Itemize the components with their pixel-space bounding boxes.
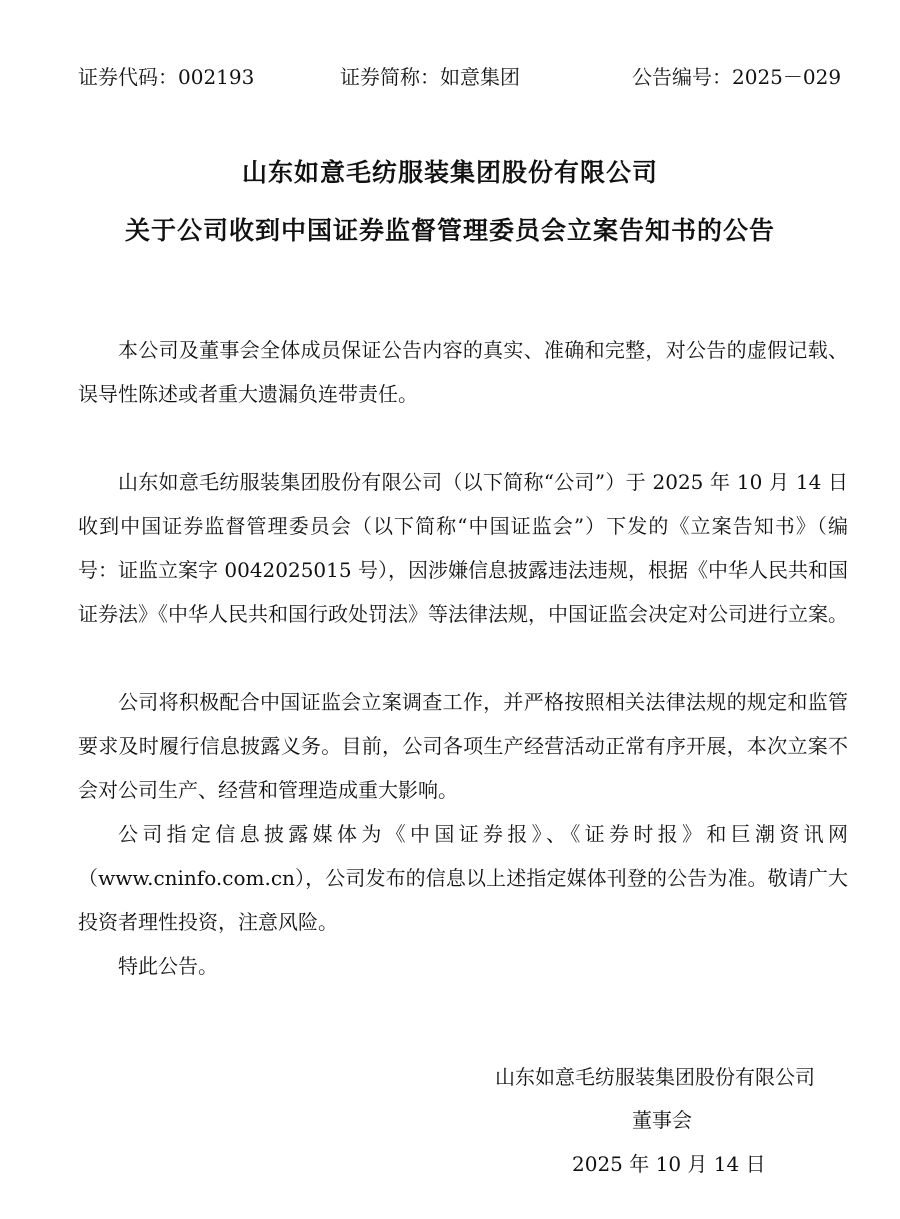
media-disclosure-paragraph: 公司指定信息披露媒体为《中国证券报》、《证券时报》和巨潮资讯网（www.cninfo.com.cn），公司发布的信息以上述指定媒体刊登的公告为准。敬请广大投资者理性投资，注意风险。 (78, 822, 848, 934)
announcement-title: 关于公司收到中国证券监督管理委员会立案告知书的公告 (124, 216, 775, 245)
company-title: 山东如意毛纺服装集团股份有限公司 (241, 158, 658, 187)
signature-company: 山东如意毛纺服装集团股份有限公司 (495, 1065, 815, 1089)
stock-abbreviation: 证券简称：如意集团 (340, 65, 520, 89)
signature-board: 董事会 (632, 1108, 692, 1132)
announcement-number: 公告编号：2025－029 (632, 65, 842, 89)
signature-date: 2025 年 10 月 14 日 (572, 1152, 766, 1176)
cooperation-paragraph: 公司将积极配合中国证监会立案调查工作，并严格按照相关法律法规的规定和监管要求及时履行信息披露义务。目前，公司各项生产经营活动正常有序开展，本次立案不会对公司生产、经营和管理造成重大影响。 (78, 690, 848, 802)
closing-paragraph: 特此公告。 (118, 954, 218, 978)
document-header (0, 62, 900, 92)
board-guarantee-paragraph: 本公司及董事会全体成员保证公告内容的真实、准确和完整，对公告的虚假记载、误导性陈述或者重大遗漏负连带责任。 (78, 338, 848, 406)
case-notice-paragraph: 山东如意毛纺服装集团股份有限公司（以下简称“公司”）于 2025 年 10 月 14 日收到中国证券监督管理委员会（以下简称“中国证监会”）下发的《立案告知书》（编号：证监立案字 0042025015 号），因涉嫌信息披露违法违规，根据《中华人民共和国证券法》《中华人民共和国行政处罚法》等法律法规，中国证监会决定对公司进行立案。 (78, 470, 848, 626)
stock-code: 证券代码：002193 (78, 65, 255, 89)
